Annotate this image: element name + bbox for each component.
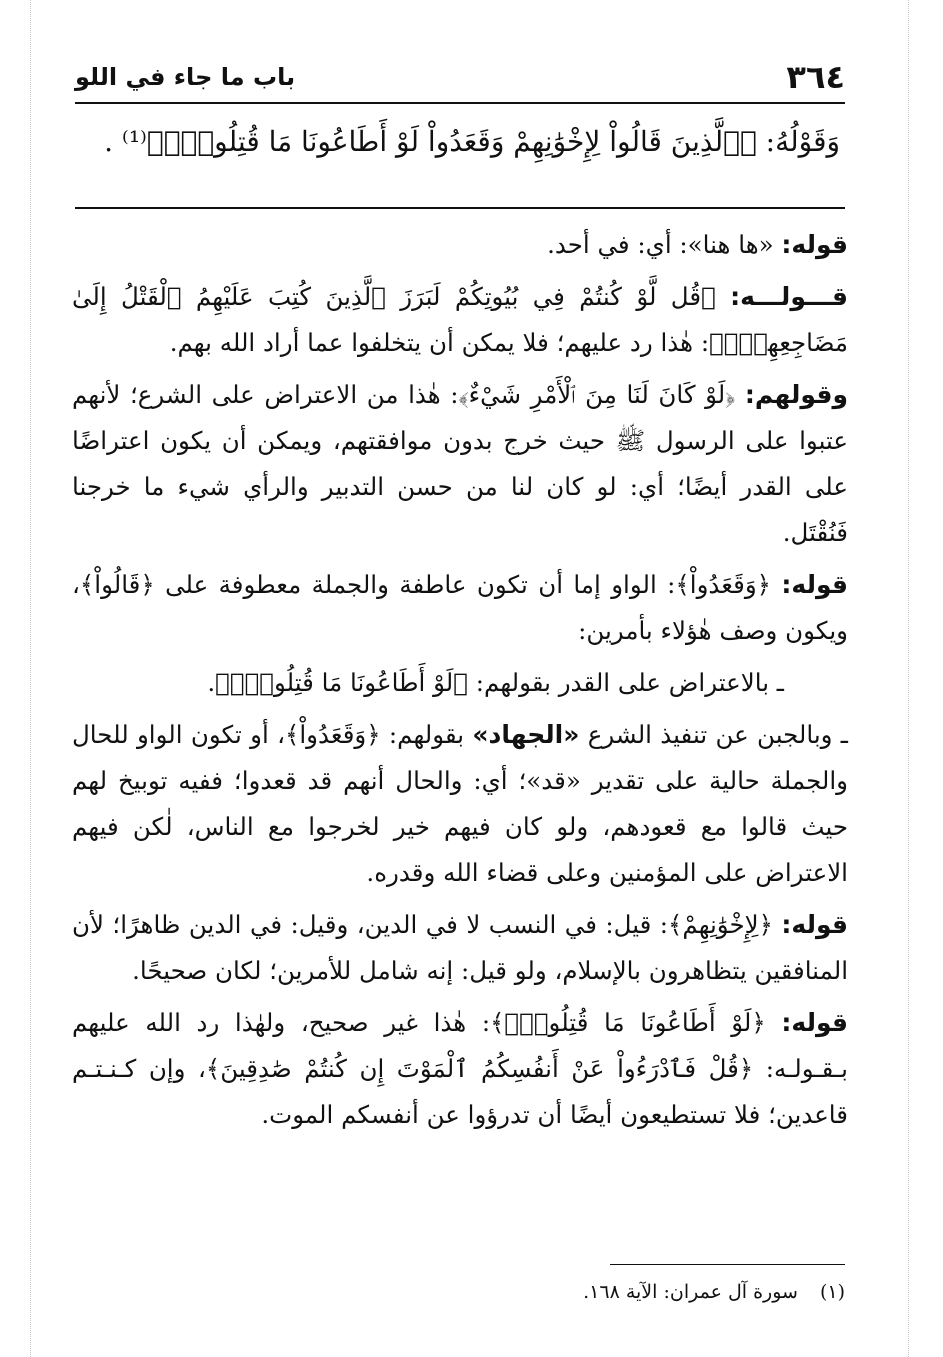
paragraph-text: ـ وبالجبن عن تنفيذ الشرع [579, 720, 848, 749]
paragraph-text: «ها هنا»: أي: في أحد. [547, 230, 782, 259]
paragraph-lead: وقولهم: [744, 380, 848, 409]
paragraph-lead: قوله: [781, 230, 848, 259]
paragraph-text: ﴿لَوْ كَانَ لَنَا مِنَ ٱلْأَمْرِ شَيْءٌ﴾: هٰذا من الاعتراض على الشرع؛ لأنهم عتبوا على الرسول ﷺ حيث خرج بدون موافقتهم، ويمكن أن يكون اعتراضًا على القدر أيضًا؛ أي: لو كان لنا من حسن التدبير والرأي شيء ما خرجنا فَنُقْتَل. [72, 380, 848, 547]
paragraph-text: بقولهم: ﴿وَقَعَدُواْ﴾، أو تكون الواو للحال والجملة حالية على تقدير «قد»؛ أي: والحال أنهم قد قعدوا؛ ففيه توبيخ لهم حيث قالوا مع قعودهم، ولو كان فيهم خير لخرجوا مع الناس، لٰكن فيهم الاعتراض على المؤمنين وعلى قضاء الله وقدره. [72, 720, 848, 887]
paragraph-lead: قوله: [781, 570, 848, 599]
paragraph-3 [72, 372, 848, 556]
paragraph-text: ـ بالاعتراض على القدر بقولهم: ﴿لَوْ أَطَاعُونَا مَا قُتِلُواْۗ﴾. [207, 668, 784, 697]
paragraph-text: ﴿لَوْ أَطَاعُونَا مَا قُتِلُواْۗ﴾: هٰذا غير صحيح، ولهٰذا رد الله عليهم بـقـولـه: ﴿قُلْ فَٱدْرَءُواْ عَنْ أَنفُسِكُمُ ٱلْمَوْتَ إِن كُنتُمْ صَٰدِقِينَ﴾، وإن كـنـتـم قاعدين؛ فلا تستطيعون أيضًا أن تدرؤوا عن أنفسكم الموت. [72, 1008, 848, 1129]
paragraph-2 [72, 274, 848, 366]
paragraph-lead: قـــولـــه: [730, 282, 848, 311]
paragraph-8 [72, 1000, 848, 1138]
paragraph-4 [72, 562, 848, 654]
footnote [300, 1278, 845, 1306]
footnote-marker: (١) [819, 1281, 845, 1303]
bold-term: «الجهاد» [472, 720, 580, 749]
commentary-body [72, 222, 848, 1144]
paragraph-text: ﴿لِإِخْوَٰنِهِمْ﴾: قيل: في النسب لا في الدين، وقيل: في الدين ظاهرًا؛ لأن المنافقين يتظاهرون بالإسلام، ولو قيل: إنه شامل للأمرين؛ لكان صحيحًا. [72, 910, 848, 985]
footnote-divider [610, 1264, 845, 1265]
paragraph-7 [72, 902, 848, 994]
footnote-text: سورة آل عمران: الآية ١٦٨. [583, 1281, 798, 1303]
paragraph-text: ﴿قُل لَّوْ كُنتُمْ فِي بُيُوتِكُمْ لَبَرَزَ ٱلَّذِينَ كُتِبَ عَلَيْهِمُ ٱلْقَتْلُ إِلَىٰ مَضَاجِعِهِمْۖ﴾: هٰذا رد عليهم؛ فلا يمكن أن يتخلفوا عما أراد الله بهم. [72, 282, 848, 357]
page-edge-left [30, 0, 31, 1357]
paragraph-1 [72, 222, 848, 268]
verse-divider [75, 207, 845, 209]
page-edge-right [908, 0, 909, 1357]
running-title: باب ما جاء في اللو [75, 63, 296, 91]
paragraph-lead: قوله: [781, 910, 848, 939]
page-header [75, 52, 845, 104]
page-number: ٣٦٤ [786, 58, 845, 96]
paragraph-lead: قوله: [781, 1008, 848, 1037]
paragraph-5 [72, 660, 848, 706]
paragraph-text: ﴿وَقَعَدُواْ﴾: الواو إما أن تكون عاطفة والجملة معطوفة على ﴿قَالُواْ﴾، ويكون وصف هٰؤلاء بأمرين: [72, 570, 848, 645]
paragraph-6 [72, 712, 848, 896]
quoted-verse: وَقَوْلُهُ: ﴿ٱلَّذِينَ قَالُواْ لِإِخْوَٰنِهِمْ وَقَعَدُواْ لَوْ أَطَاعُونَا مَا قُتِلُواْۗ﴾⁽¹⁾ . [104, 125, 840, 158]
